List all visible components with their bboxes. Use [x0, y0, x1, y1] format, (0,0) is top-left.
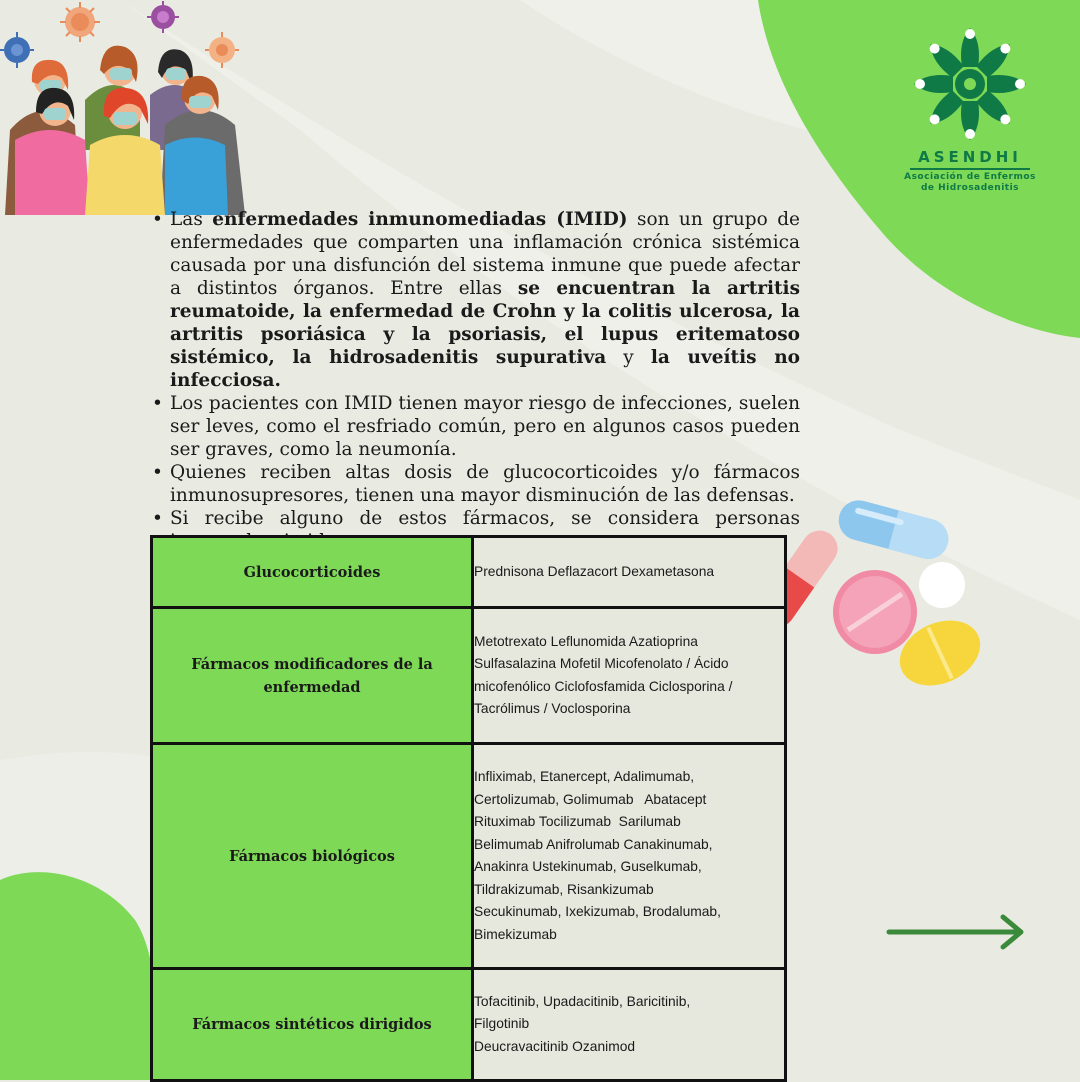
- drugs-cell: [473, 969, 786, 1081]
- category-cell: [152, 969, 473, 1081]
- category-label: Fármacos modificadores de la enfermedad: [191, 655, 433, 696]
- drug-line: Filgotinib: [474, 1016, 530, 1032]
- drug-line: Sulfasalazina Mofetil Micofenolato / Ácido: [474, 656, 729, 671]
- drug-line: Tacrólimus / Voclosporina: [474, 701, 631, 716]
- bullet-bold-text: la uveítis no infecciosa.: [170, 347, 800, 391]
- category-label: Fármacos sintéticos dirigidos: [192, 1016, 432, 1033]
- drug-line: Metotrexato Leflunomida Azatioprina: [474, 633, 698, 649]
- white-pill-icon: [919, 562, 965, 608]
- category-cell: [152, 537, 473, 608]
- drug-line: Rituximab Tocilizumab Sarilumab: [474, 814, 681, 829]
- flower-logo-icon: [910, 22, 1030, 142]
- logo-subtitle-line1: Asociación de Enfermos: [904, 172, 1036, 182]
- category-cell: [152, 608, 473, 744]
- bullet-item: [148, 392, 800, 461]
- logo-name: ASENDHI: [918, 148, 1022, 166]
- info-bullet-list: [148, 208, 800, 553]
- bullet-bold-text: enfermedades inmunomediadas (IMID): [212, 209, 628, 230]
- bullet-text: y: [606, 347, 651, 368]
- category-label: Glucocorticoides: [243, 563, 381, 581]
- bullet-text: Las: [170, 209, 213, 230]
- bullet-bold-text: se encuentran la artritis reumatoide, la enfermedad de Crohn y la colitis ulcerosa, la artritis psoriásica y la psoriasis, el lupus eritematoso sistémico, la hidrosadenitis supurativa: [170, 278, 800, 368]
- bullet-text: son un grupo de enfermedades que comparten una inflamación crónica sistémica causada por una disfunción del sistema inmune que puede afectar a distintos órganos. Entre ellas: [170, 209, 800, 299]
- drug-line: Infliximab, Etanercept, Adalimumab,: [474, 769, 695, 784]
- capsule-icon: [834, 496, 953, 564]
- bullet-item: [148, 208, 800, 392]
- drug-line: Bimekizumab: [474, 926, 557, 942]
- drug-line: Tofacitinib, Upadacitinib, Baricitinib,: [474, 993, 691, 1009]
- next-arrow-icon[interactable]: [885, 912, 1030, 952]
- logo-subtitle-line2: de Hidrosadenitis: [920, 183, 1020, 193]
- drugs-cell: [473, 608, 786, 744]
- masked-people-illustration: [0, 0, 255, 215]
- drug-line: Prednisona Deflazacort Dexametasona: [474, 563, 715, 579]
- category-cell: [152, 744, 473, 969]
- asendhi-logo: [900, 22, 1040, 194]
- immunosuppressant-drugs-table: [150, 535, 787, 1082]
- drug-line: Deucravacitinib Ozanimod: [474, 1038, 636, 1054]
- drug-line: Tildrakizumab, Risankizumab: [474, 881, 654, 897]
- table-row: [152, 744, 786, 969]
- drug-line: Secukinumab, Ixekizumab, Brodalumab,: [474, 904, 721, 919]
- green-bottom-left-shape: [0, 872, 158, 1080]
- logo-divider: [910, 168, 1030, 170]
- drug-line: Belimumab Anifrolumab Canakinumab,: [474, 836, 713, 852]
- drug-line: Anakinra Ustekinumab, Guselkumab,: [474, 859, 702, 874]
- virus-icon: [0, 32, 34, 68]
- bullet-text: Los pacientes con IMID tienen mayor riesgo de infecciones, suelen ser leves, como el resfriado común, pero en algunos casos pueden ser graves, como la neumonía.: [170, 393, 800, 460]
- drug-line: micofenólico Ciclofosfamida Ciclosporina /: [474, 678, 733, 694]
- pink-tablet-icon: [833, 570, 917, 654]
- table-row: [152, 608, 786, 744]
- bullet-item: [148, 461, 800, 507]
- virus-icon: [205, 32, 239, 68]
- table-row: [152, 969, 786, 1081]
- drug-line: Certolizumab, Golimumab Abatacept: [474, 791, 707, 807]
- table-row: [152, 537, 786, 608]
- virus-icon: [147, 1, 179, 33]
- bullet-text: Quienes reciben altas dosis de glucocorticoides y/o fármacos inmunosupresores, tienen una mayor disminución de las defensas.: [170, 462, 800, 506]
- drugs-cell: [473, 537, 786, 608]
- virus-icon: [60, 2, 100, 42]
- category-label: Fármacos biológicos: [229, 847, 395, 865]
- bullet-text: Si recibe alguno de estos fármacos, se considera personas: [170, 508, 800, 529]
- drugs-cell: [473, 744, 786, 969]
